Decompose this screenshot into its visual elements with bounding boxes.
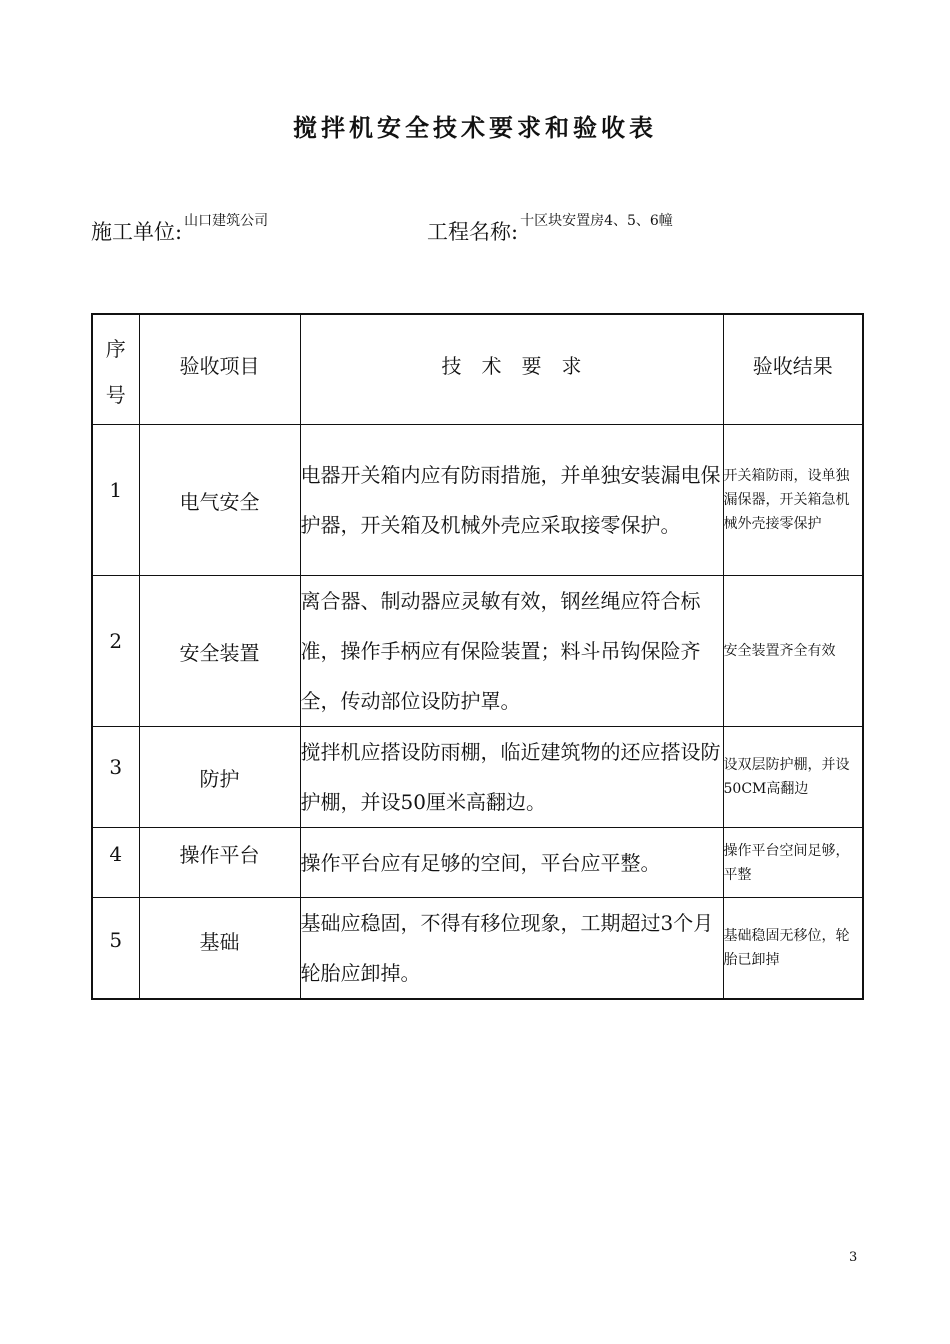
- row-seq: 4: [92, 828, 139, 898]
- construction-unit-label: 施工单位:: [91, 220, 183, 244]
- row-requirement: 离合器、制动器应灵敏有效，钢丝绳应符合标准，操作手柄应有保险装置；料斗吊钩保险齐全，传动部位设防护罩。: [300, 576, 723, 727]
- table-row: [92, 576, 863, 727]
- row-seq: 1: [92, 425, 139, 576]
- row-item: 防护: [139, 727, 300, 828]
- table-row: [92, 898, 863, 1000]
- header-seq-line2: 号: [105, 382, 126, 407]
- row-seq: 2: [92, 576, 139, 727]
- header-requirement: 技 术 要 求: [300, 314, 723, 425]
- header-seq: [92, 314, 139, 425]
- row-item: 基础: [139, 898, 300, 1000]
- table-row: [92, 828, 863, 898]
- project-name-value: 十区块安置房4、5、6幢: [520, 213, 673, 229]
- table-row: [92, 425, 863, 576]
- row-result: 开关箱防雨，设单独漏保器，开关箱急机械外壳接零保护: [723, 425, 863, 576]
- row-requirement: 操作平台应有足够的空间，平台应平整。: [300, 828, 723, 898]
- row-seq: 3: [92, 727, 139, 828]
- row-result: 基础稳固无移位，轮胎已卸掉: [723, 898, 863, 1000]
- construction-unit-value: 山口建筑公司: [184, 213, 269, 229]
- row-requirement: 电器开关箱内应有防雨措施，并单独安装漏电保护器，开关箱及机械外壳应采取接零保护。: [300, 425, 723, 576]
- row-item: 操作平台: [139, 828, 300, 898]
- row-result: 设双层防护棚，并设50CM高翻边: [723, 727, 863, 828]
- table-row: [92, 727, 863, 828]
- row-requirement: 基础应稳固，不得有移位现象，工期超过3个月轮胎应卸掉。: [300, 898, 723, 1000]
- header-seq-line1: 序: [105, 336, 126, 361]
- header-item: 验收项目: [139, 314, 300, 425]
- row-requirement: 搅拌机应搭设防雨棚，临近建筑物的还应搭设防护棚，并设50厘米高翻边。: [300, 727, 723, 828]
- project-name: [427, 213, 673, 246]
- row-item: 安全装置: [139, 576, 300, 727]
- row-result: 安全装置齐全有效: [723, 576, 863, 727]
- project-name-label: 工程名称:: [427, 220, 519, 244]
- page-number: 3: [849, 1250, 858, 1265]
- row-seq: 5: [92, 898, 139, 1000]
- construction-unit: [91, 213, 269, 246]
- document-title: 搅拌机安全技术要求和验收表: [293, 114, 657, 142]
- header-result: 验收结果: [723, 314, 863, 425]
- table-header-row: [92, 314, 863, 425]
- row-result: 操作平台空间足够，平整: [723, 828, 863, 898]
- acceptance-table: [91, 313, 864, 1000]
- row-item: 电气安全: [139, 425, 300, 576]
